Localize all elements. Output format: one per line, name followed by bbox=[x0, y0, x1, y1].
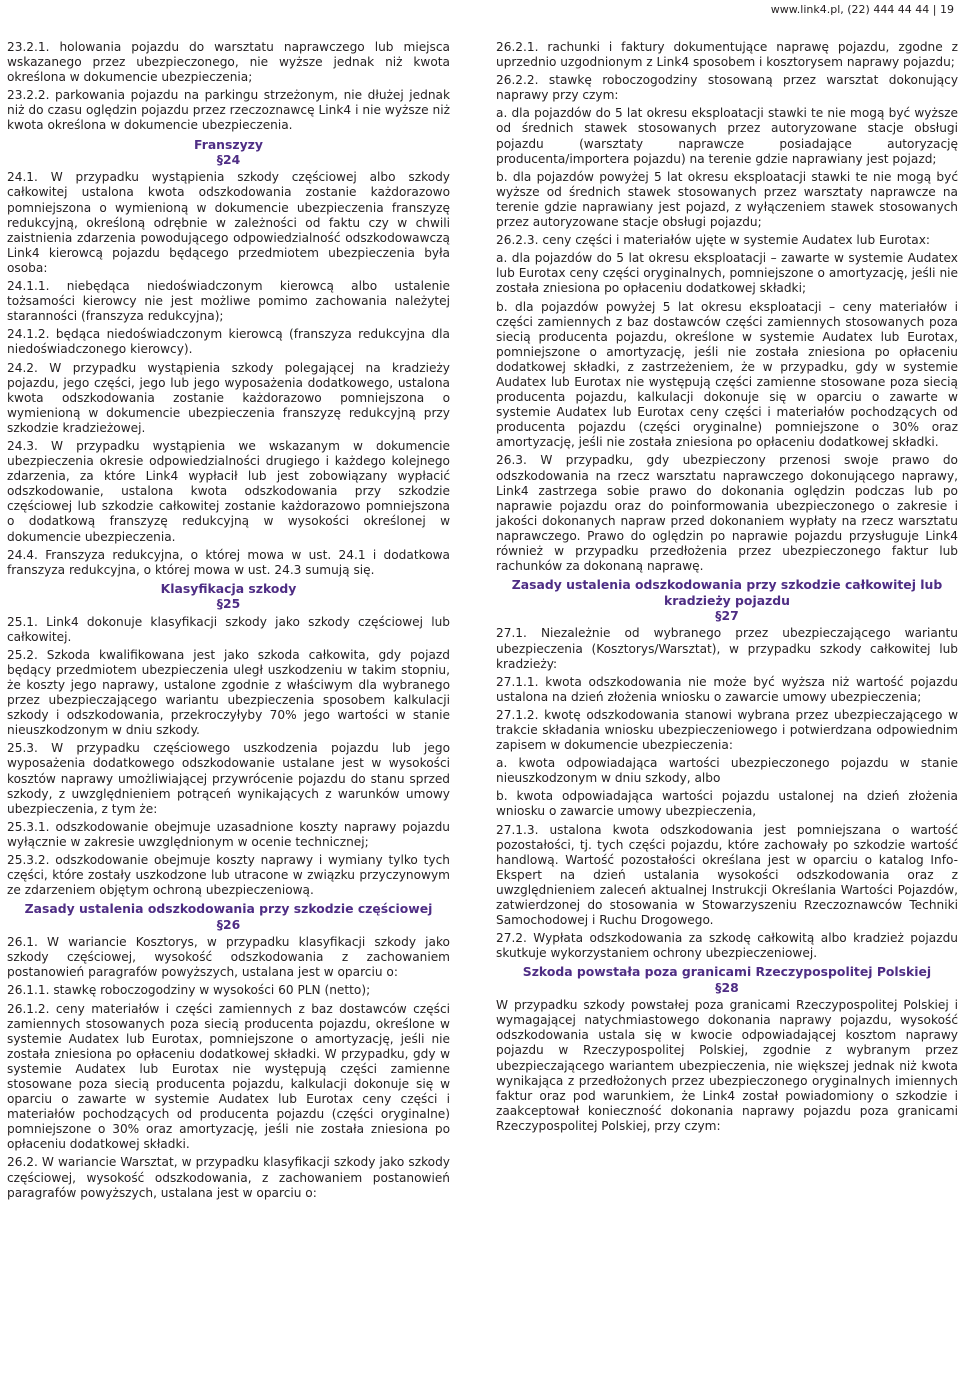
paragraph: b. dla pojazdów powyżej 5 lat okresu eksploatacji stawki te nie mogą być wyższe od średnich stawek stosowanych przez warsztaty naprawcze na terenie gdzie naprawiany jest pojazd, z wyłączeniem stawek stosowanych przez autoryzowane stacje obsługi pojazdu; bbox=[496, 169, 958, 230]
paragraph: 24.1. W przypadku wystąpienia szkody częściowej albo szkody całkowitej ustalona kwota odszkodowania zostanie każdorazowo pomniejszona o wymienioną w dokumencie ubezpieczenia franszyzę redukcyjną, określoną odrębnie w zależności od faktu czy w chwili zaistnienia zdarzenia powodującego odpowiedzialność odszkodowawczą Link4 kierowcą pojazdu będącego przedmiotem ubezpieczenia była osoba: bbox=[7, 170, 450, 275]
paragraph: 25.1. Link4 dokonuje klasyfikacji szkody jako szkody częściowej lub całkowitej. bbox=[7, 614, 450, 644]
paragraph: 25.3.1. odszkodowanie obejmuje uzasadnione koszty naprawy pojazdu wyłącznie w zakresie uwzględnionym w ocenie technicznej; bbox=[7, 819, 450, 849]
section-title: Klasyfikacja szkody bbox=[160, 580, 297, 596]
section-title: Zasady ustalenia odszkodowania przy szkodzie częściowej bbox=[24, 901, 433, 917]
section-heading bbox=[496, 577, 958, 623]
section-number: §24 bbox=[216, 151, 241, 167]
paragraph: 25.3. W przypadku częściowego uszkodzenia pojazdu lub jego wyposażenia dodatkowego odszkodowanie ustalane jest w wysokości kosztów naprawy umożliwiającej przywrócenie pojazdu do stanu sprzed szkody, z uwzględnieniem potrąceń wynikających z warunków umowy ubezpieczenia, z tym że: bbox=[7, 741, 450, 816]
paragraph: 26.2. W wariancie Warsztat, w przypadku klasyfikacji szkody jako szkody częściowej, wysokość odszkodowania, z zachowaniem postanowień paragrafów powyższych, ustalana jest w oparciu o: bbox=[7, 1155, 450, 1200]
section-number: §25 bbox=[216, 596, 241, 612]
paragraph: 26.2.1. rachunki i faktury dokumentujące naprawę pojazdu, zgodne z uprzednio uzgodnionym z Link4 sposobem i kosztorysem naprawy pojazdu; bbox=[496, 40, 958, 70]
paragraph: W przypadku szkody powstałej poza granicami Rzeczypospolitej Polskiej i wymagającej natychmiastowego dokonania naprawy pojazdu, wysokość odszkodowania ustala się w kwocie odpowiadającej kosztom naprawy pojazdu w Rzeczypospolitej Polskiej, zgodnie z wybranym przez ubezpieczającego wariantem ubezpieczenia, nie większej jednak niż kwota wynikająca z przedłożonych przez ubezpieczonego oryginalnych imiennych faktur oraz pod warunkiem, że Link4 został powiadomiony o szkodzie i zaakceptował konieczność dokonania naprawy pojazdu poza granicami Rzeczypospolitej Polskiej, przy czym: bbox=[496, 998, 958, 1133]
paragraph: 23.2.1. holowania pojazdu do warsztatu naprawczego lub miejsca wskazanego przez ubezpieczonego, nie wyższe jednak niż kwota określona w dokumencie ubezpieczenia; bbox=[7, 40, 450, 85]
section-title: Zasady ustalenia odszkodowania przy szkodzie całkowitej lub kradzieży pojazdu bbox=[511, 577, 943, 608]
paragraph: a. kwota odpowiadająca wartości ubezpieczonego pojazdu w stanie nieuszkodzonym w dniu szkody, albo bbox=[496, 756, 958, 786]
section-heading bbox=[7, 581, 450, 612]
paragraph: 26.1. W wariancie Kosztorys, w przypadku klasyfikacji szkody jako szkody częściowej, wysokość odszkodowania z zachowaniem postanowień paragrafów powyższych, ustalana jest w oparciu o: bbox=[7, 935, 450, 980]
section-number: §27 bbox=[715, 608, 739, 623]
paragraph: 25.2. Szkoda kwalifikowana jest jako szkoda całkowita, gdy pojazd będący przedmiotem ubezpieczenia uległ uszkodzeniu w takim stopniu, że koszty jego naprawy, ustalone zgodnie z właściwym dla wybranego przez ubezpieczającego wariantu ubezpieczenia sposobem kalkulacji szkody i odszkodowania, przekroczyłyby 70% jego wartości w stanie nieuszkodzonym w dniu szkody. bbox=[7, 647, 450, 738]
paragraph: b. dla pojazdów powyżej 5 lat okresu eksploatacji – ceny materiałów i części zamiennych z baz dostawców części zamiennych stosowanych poza siecią producenta pojazdu, określone w systemie Audatex lub Eurotax, pomniejszone o amortyzację, jeśli nie została zniesiona po opłaceniu dodatkowej składki, z zastrzeżeniem, że w przypadku, gdy w systemie Audatex lub Eurotax nie występują części zamienne stosowane poza siecią producenta pojazdu, kalkulacji dokonuje się w oparciu o zawarte w systemie Audatex lub Eurotax ceny części i materiałów pochodzących od producenta pojazdu (części oryginalne) pomniejszone o 30% oraz amortyzację, jeśli nie została zniesiona po opłaceniu dodatkowej składki. bbox=[496, 299, 958, 450]
paragraph: 26.2.2. stawkę roboczogodziny stosowaną przez warsztat dokonujący naprawy przy czym: bbox=[496, 73, 958, 103]
paragraph: 27.2. Wypłata odszkodowania za szkodę całkowitą albo kradzież pojazdu skutkuje wykorzystaniem ochrony ubezpieczeniowej. bbox=[496, 931, 958, 961]
paragraph: 23.2.2. parkowania pojazdu na parkingu strzeżonym, nie dłużej jednak niż do czasu oględzin pojazdu przez rzeczoznawcę Link4 i nie wyższe niż kwota określona w dokumencie ubezpieczenia. bbox=[7, 88, 450, 133]
section-title: Szkoda powstała poza granicami Rzeczypospolitej Polskiej bbox=[522, 964, 932, 980]
paragraph: 24.1.2. będąca niedoświadczonym kierowcą (franszyza redukcyjna dla niedoświadczonego kierowcy). bbox=[7, 327, 450, 357]
paragraph: 26.1.2. ceny materiałów i części zamiennych z baz dostawców części zamiennych stosowanych poza siecią producenta pojazdu, określone w systemie Audatex lub Eurotax, pomniejszone o amortyzację, jeśli nie została zniesiona po opłaceniu dodatkowej składki. W przypadku, gdy w systemie Audatex lub Eurotax nie występują części zamienne stosowane poza siecią producenta pojazdu, kalkulacji dokonuje się w oparciu o zawarte w systemie Audatex lub Eurotax ceny części i materiałów pochodzących od producenta pojazdu (części oryginalne) pomniejszone o 30% oraz amortyzację, jeśli nie została zniesiona po opłaceniu dodatkowej składki. bbox=[7, 1001, 450, 1152]
paragraph: 24.2. W przypadku wystąpienia szkody polegającej na kradzieży pojazdu, jego części, jego lub jego wyposażenia dodatkowego, ustalona kwota odszkodowania zostanie każdorazowo pomniejszona o wymienioną w dokumencie ubezpieczenia franszyzę redukcyjną przy szkodzie kradzieżowej. bbox=[7, 360, 450, 435]
paragraph: 24.3. W przypadku wystąpienia we wskazanym w dokumencie ubezpieczenia okresie odpowiedzialności drugiego i każdego kolejnego zdarzenia, za które Link4 wypłacił lub jest zobowiązany wypłacić odszkodowanie, ustalona kwota odszkodowania przy szkodzie częściowej lub szkodzie całkowitej zostanie każdorazowo pomniejszona o dodatkową franszyzę redukcyjną w wysokości określonej w dokumencie ubezpieczenia. bbox=[7, 438, 450, 544]
paragraph: 26.1.1. stawkę roboczogodziny w wysokości 60 PLN (netto); bbox=[7, 983, 371, 998]
section-number: §28 bbox=[715, 979, 739, 995]
paragraph: 27.1.2. kwotę odszkodowania stanowi wybrana przez ubezpieczającego w trakcie składania wniosku ubezpieczeniowego i potwierdzana odpowiednim zapisem w dokumencie ubezpieczenia: bbox=[496, 707, 958, 753]
right-column bbox=[496, 40, 958, 1137]
section-heading bbox=[7, 901, 450, 932]
paragraph: 27.1.3. ustalona kwota odszkodowania jest pomniejszana o wartość pozostałości, tj. tych części pojazdu, które zachowały po szkodzie wartość handlową. Wartość pozostałości określana jest w oparciu o katalog Info-Ekspert na dzień ustalania wysokości odszkodowania oraz z uwzględnieniem zaleceń aktualnej Instrukcji Określania Wartości Pojazdów, zatwierdzonej do stosowania w Stowarzyszeniu Rzeczoznawców Techniki Samochodowej i Ruchu Drogowego. bbox=[496, 822, 958, 928]
paragraph: 24.4. Franszyza redukcyjna, o której mowa w ust. 24.1 i dodatkowa franszyza redukcyjna, o której mowa w ust. 24.3 sumują się. bbox=[7, 547, 450, 577]
page-header: www.link4.pl, (22) 444 44 44 | 19 bbox=[770, 3, 954, 16]
section-heading bbox=[7, 137, 450, 168]
section-heading bbox=[496, 964, 958, 995]
paragraph: 27.1.1. kwota odszkodowania nie może być wyższa niż wartość pojazdu ustalona na dzień złożenia wniosku o zawarcie umowy ubezpieczenia; bbox=[496, 674, 958, 704]
paragraph: 26.3. W przypadku, gdy ubezpieczony przenosi swoje prawo do odszkodowania na rzecz warsztatu naprawczego dokonującego naprawy, Link4 zastrzega sobie prawo do dokonania oględzin podczas lub po naprawie pojazdu oraz do poinformowania ubezpieczonego o zakresie i jakości dokonanych napraw przed dokonaniem wypłaty na rzecz warsztatu naprawczego. Prawo do oględzin po naprawie pojazdu przysługuje Link4 również w przypadku przedłożenia przez ubezpieczonego faktur lub rachunków za dokonaną naprawę. bbox=[496, 453, 958, 574]
left-column bbox=[7, 40, 450, 1204]
paragraph: 25.3.2. odszkodowanie obejmuje koszty naprawy i wymiany tylko tych części, które zostały uszkodzone lub utracone w związku przyczynowym ze zdarzeniem objętym ochroną ubezpieczeniową. bbox=[7, 853, 450, 898]
paragraph: a. dla pojazdów do 5 lat okresu eksploatacji – zawarte w systemie Audatex lub Eurotax ceny części oryginalnych, pomniejszone o amortyzację, jeśli nie została zniesiona po opłaceniu dodatkowej składki; bbox=[496, 251, 958, 296]
paragraph: 24.1.1. niebędąca niedoświadczonym kierowcą albo ustalenie tożsamości kierowcy nie jest możliwe pomimo zachowania należytej staranności (franszyza redukcyjna); bbox=[7, 279, 450, 324]
section-number: §26 bbox=[216, 916, 241, 932]
paragraph: 27.1. Niezależnie od wybranego przez ubezpieczającego wariantu ubezpieczenia (Kosztorys/Warsztat), w przypadku szkody całkowitej lub kradzieży: bbox=[496, 626, 958, 671]
section-title: Franszyzy bbox=[194, 136, 263, 152]
paragraph: a. dla pojazdów do 5 lat okresu eksploatacji stawki te nie mogą być wyższe od średnich stawek stosowanych przez autoryzowane stacje obsługi pojazdu (warsztaty naprawcze posiadające autoryzację producenta/importera pojazdu) na terenie gdzie naprawiany jest pojazd; bbox=[496, 106, 958, 166]
paragraph: b. kwota odpowiadająca wartości pojazdu ustalonej na dzień złożenia wniosku o zawarcie umowy ubezpieczenia, bbox=[496, 789, 958, 819]
paragraph: 26.2.3. ceny części i materiałów ujęte w systemie Audatex lub Eurotax: bbox=[496, 233, 931, 248]
